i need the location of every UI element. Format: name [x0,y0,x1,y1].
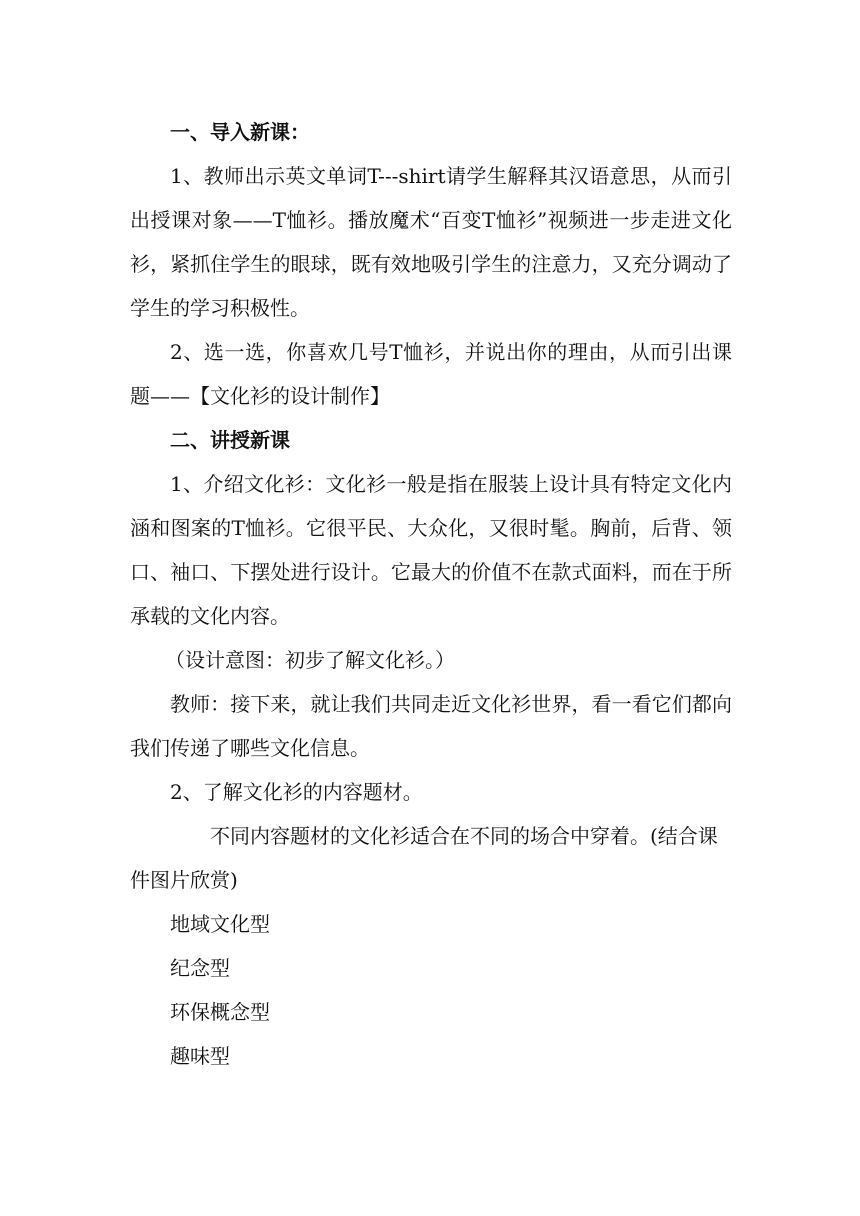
list-item: 地域文化型 [170,912,270,936]
section-heading-new-lesson: 二、讲授新课 [170,428,290,452]
list-item: 环保概念型 [170,1000,270,1024]
list-item: 纪念型 [170,956,230,980]
section-heading-intro: 一、导入新课： [170,120,310,144]
design-intent-note: （设计意图：初步了解文化衫。） [165,648,455,672]
paragraph-intro-1: 1、教师出示英文单词T---shirt请学生解释其汉语意思，从而引出授课对象——T恤衫。播放魔术“百变T恤衫”视频进一步走进文化衫，紧抓住学生的眼球，既有效地吸引学生的注意力，又充分调动了学生的学习积极性。 [130,164,732,320]
list-item: 趣味型 [170,1044,230,1068]
paragraph-teacher-remark: 教师：接下来，就让我们共同走近文化衫世界，看一看它们都向我们传递了哪些文化信息。 [130,692,732,760]
document-body [130,110,732,1078]
paragraph-content-topics: 2、了解文化衫的内容题材。 [170,780,423,804]
paragraph-intro-2: 2、选一选，你喜欢几号T恤衫，并说出你的理由，从而引出课题——【文化衫的设计制作】 [130,340,732,408]
paragraph-occasions: 不同内容题材的文化衫适合在不同的场合中穿着。(结合课件图片欣赏) [130,824,718,892]
paragraph-culture-shirt-intro: 1、介绍文化衫：文化衫一般是指在服装上设计具有特定文化内涵和图案的T恤衫。它很平民、大众化，又很时髦。胸前，后背、领口、袖口、下摆处进行设计。它最大的价值不在款式面料，而在于所承载的文化内容。 [130,472,732,628]
